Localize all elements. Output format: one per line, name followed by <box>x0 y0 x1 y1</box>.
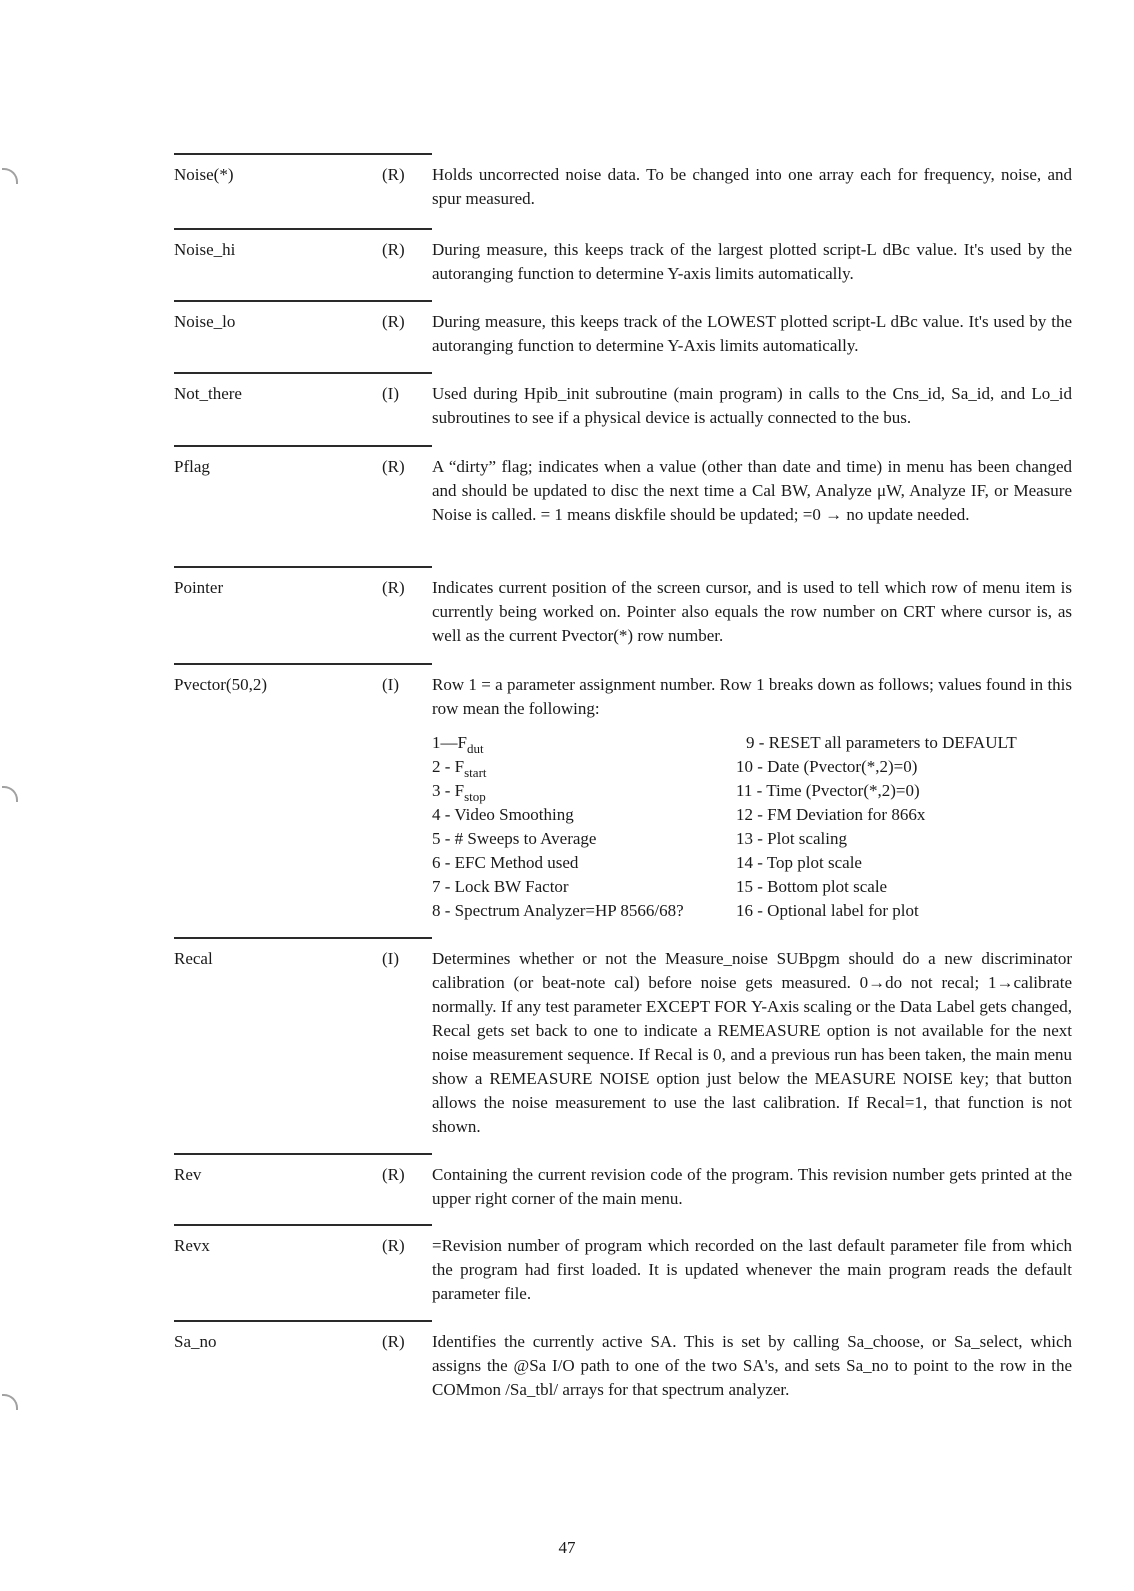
variable-type: (R) <box>382 1165 405 1184</box>
scan-mark <box>2 168 18 184</box>
entry-rule <box>174 300 432 302</box>
variable-name: Revx <box>174 1236 210 1255</box>
pvector-list-left <box>432 731 684 923</box>
list-item: 5 - # Sweeps to Average <box>432 829 597 848</box>
variable-description: During measure, this keeps track of the largest plotted script-L dBc value. It's used by the autoranging function to determine Y-axis limits automatically. <box>432 240 1072 283</box>
entry-rule <box>174 663 432 665</box>
entry-rule <box>174 228 432 230</box>
variable-name: Pflag <box>174 457 210 476</box>
variable-description: Indicates current position of the screen cursor, and is used to tell which row of menu item is currently being worked on. Pointer also equals the row number on CRT where cursor is, as well as the current Pvector(*) row number. <box>432 578 1072 645</box>
entry-rule <box>174 1320 432 1322</box>
variable-type: (R) <box>382 240 405 259</box>
variable-type: (R) <box>382 578 405 597</box>
variable-type: (R) <box>382 165 405 184</box>
variable-type: (I) <box>382 675 399 694</box>
list-item: $1—F_{dut}$ <box>432 733 484 756</box>
entry-rule <box>174 566 432 568</box>
list-item: 13 - Plot scaling <box>736 829 847 848</box>
variable-type: (I) <box>382 384 399 403</box>
variable-name: Pointer <box>174 578 224 597</box>
variable-description: Determines whether or not the Measure_noise SUBpgm should do a new discriminator calibration (or beat-note cal) before noise gets measured. 0→do not recal; 1→calibrate normally. If any test parameter EXCEPT FOR Y-Axis scaling or the Data Label gets changed, Recal gets set back to one to indicate a REMEASURE option is not available for the next noise measurement sequence. If Recal is 0, and a previous run has been taken, the main menu show a REMEASURE NOISE option just below the MEASURE NOISE key; that button allows the noise measurement to use the last calibration. If Recal=1, that function is not shown. <box>432 949 1072 1136</box>
variable-description: During measure, this keeps track of the LOWEST plotted script-L dBc value. It's used by the autoranging function to determine Y-Axis limits automatically. <box>432 312 1072 355</box>
list-item: 11 - Time (Pvector(*,2)=0) <box>736 781 920 800</box>
list-item: 15 - Bottom plot scale <box>736 877 888 896</box>
list-item: $3 - F_{stop}$ <box>432 781 486 804</box>
list-item: 6 - EFC Method used <box>432 853 579 872</box>
list-item: 4 - Video Smoothing <box>432 805 574 824</box>
list-item: 10 - Date (Pvector(*,2)=0) <box>736 757 918 776</box>
variable-description: Identifies the currently active SA. This is set by calling Sa_choose, or Sa_select, which assigns the @Sa I/O path to one of the two SA's, and sets Sa_no to point to the row in the COMmon /Sa_tbl/ arrays for that spectrum analyzer. <box>432 1332 1072 1399</box>
variable-type: (R) <box>382 1236 405 1255</box>
variable-name: Noise(*) <box>174 165 234 184</box>
variable-type: (R) <box>382 457 405 476</box>
pvector-list-right <box>736 731 1017 923</box>
variable-type: (I) <box>382 949 399 968</box>
list-item: 7 - Lock BW Factor <box>432 877 569 896</box>
variable-description: Containing the current revision code of the program. This revision number gets printed at the upper right corner of the main menu. <box>432 1165 1072 1208</box>
variable-name: Rev <box>174 1165 202 1184</box>
scan-mark <box>2 786 18 802</box>
entry-rule <box>174 153 432 155</box>
list-item: $2 - F_{start}$ <box>432 757 487 780</box>
variable-type: (R) <box>382 312 405 331</box>
entry-rule <box>174 445 432 447</box>
page-number: 47 <box>558 1538 576 1557</box>
variable-type: (R) <box>382 1332 405 1351</box>
variable-description: Holds uncorrected noise data. To be changed into one array each for frequency, noise, and spur measured. <box>432 165 1072 208</box>
entry-rule <box>174 937 432 939</box>
entry-rule <box>174 372 432 374</box>
variable-description: Used during Hpib_init subroutine (main program) in calls to the Cns_id, Sa_id, and Lo_id subroutines to see if a physical device is actually connected to the bus. <box>432 384 1072 427</box>
variable-description: =Revision number of program which recorded on the last default parameter file from which the program had first loaded. It is updated whenever the main program reads the default parameter file. <box>432 1236 1072 1303</box>
list-item: 12 - FM Deviation for 866x <box>736 805 926 824</box>
variable-name: Not_there <box>174 384 242 403</box>
list-item: 9 - RESET all parameters to DEFAULT <box>746 733 1017 752</box>
variable-name: Recal <box>174 949 213 968</box>
entry-rule <box>174 1153 432 1155</box>
pvector-parameter-list <box>432 731 1072 923</box>
variable-description: A “dirty” flag; indicates when a value (other than date and time) in menu has been changed and should be updated to disc the next time a Cal BW, Analyze μW, Analyze IF, or Measure Noise is called. = 1 means diskfile should be updated; =0 → no update needed. <box>432 457 1072 524</box>
entry-rule <box>174 1224 432 1226</box>
list-item: 14 - Top plot scale <box>736 853 862 872</box>
list-item: 16 - Optional label for plot <box>736 901 919 920</box>
variable-description: Row 1 = a parameter assignment number. Row 1 breaks down as follows; values found in this row mean the following: <box>432 675 1072 718</box>
variable-name: Noise_hi <box>174 240 236 259</box>
variable-name: Noise_lo <box>174 312 236 331</box>
variable-name: Pvector(50,2) <box>174 675 268 694</box>
list-item: 8 - Spectrum Analyzer=HP 8566/68? <box>432 901 684 920</box>
scan-mark <box>2 1394 18 1410</box>
variable-name: Sa_no <box>174 1332 217 1351</box>
